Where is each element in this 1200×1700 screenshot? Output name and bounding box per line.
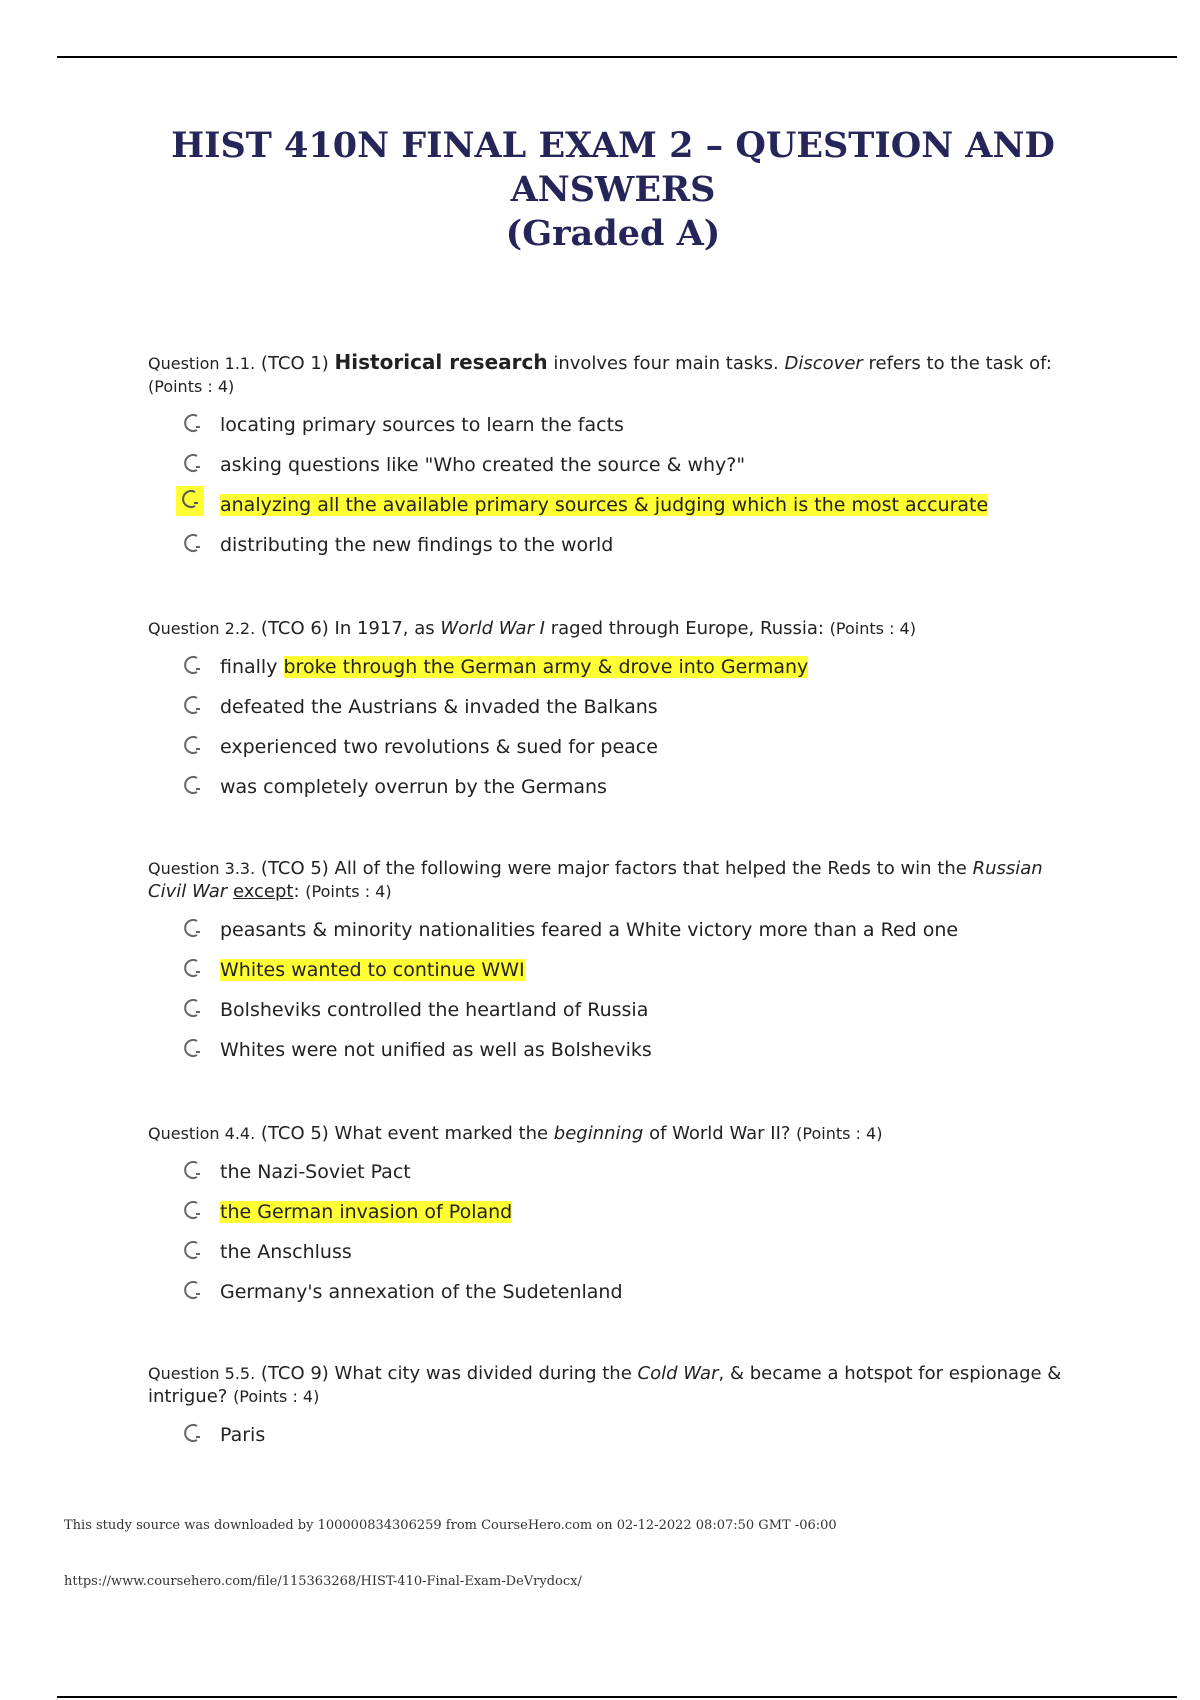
source-url[interactable]: https://www.coursehero.com/file/115363268/HIST-410-Final-Exam-DeVrydocx/ <box>64 1574 582 1589</box>
question-text-part: (TCO 1) <box>260 353 335 374</box>
answer-label <box>220 734 658 760</box>
answer-text: the Nazi-Soviet Pact <box>220 1161 411 1183</box>
answer-option[interactable] <box>148 410 1068 450</box>
answer-label <box>220 1239 352 1265</box>
answer-label <box>220 1279 623 1305</box>
question-5 <box>148 1362 1068 1460</box>
question-number: Question 1.1. <box>148 354 256 373</box>
answer-option[interactable] <box>148 692 1068 732</box>
answer-option[interactable] <box>148 1157 1068 1197</box>
answer-text: Whites were not unified as well as Bolsheviks <box>220 1039 652 1061</box>
title-line-1: HIST 410N FINAL EXAM 2 – QUESTION AND ANSWERS <box>171 125 1055 210</box>
question-number: Question 5.5. <box>148 1364 256 1383</box>
answer-text: Germany's annexation of the Sudetenland <box>220 1281 623 1303</box>
question-text-part: raged through Europe, Russia: <box>545 618 830 639</box>
radio-icon-selected[interactable] <box>176 486 204 516</box>
answer-options <box>148 1157 1068 1317</box>
answer-text: defeated the Austrians & invaded the Balkans <box>220 696 658 718</box>
answer-label <box>220 997 648 1023</box>
answer-label <box>220 1037 652 1063</box>
answer-label <box>220 532 613 558</box>
radio-icon[interactable] <box>178 1035 202 1059</box>
question-text-part: , & became a hotspot for espionage & intrigue? <box>148 1363 1062 1407</box>
question-text-part: (TCO 6) In 1917, as <box>260 618 441 639</box>
answer-label <box>220 654 808 680</box>
answer-option[interactable] <box>148 915 1068 955</box>
answer-label <box>220 1422 265 1448</box>
question-4 <box>148 1122 1068 1317</box>
radio-icon[interactable] <box>178 955 202 979</box>
answer-text: the Anschluss <box>220 1241 352 1263</box>
question-1-text <box>148 351 1068 398</box>
question-text-part: : <box>293 881 306 902</box>
question-3 <box>148 857 1068 1075</box>
answer-label <box>220 774 607 800</box>
answer-option[interactable] <box>148 772 1068 812</box>
question-text-bold: Historical research <box>334 350 548 374</box>
answer-text: distributing the new findings to the world <box>220 534 614 556</box>
answer-label <box>220 957 525 983</box>
answer-text: Bolsheviks controlled the heartland of Russia <box>220 999 649 1021</box>
answer-option[interactable] <box>148 530 1068 570</box>
question-text-underlined: except <box>232 881 294 902</box>
answer-label <box>220 694 658 720</box>
radio-icon[interactable] <box>178 450 202 474</box>
radio-icon[interactable] <box>178 1157 202 1181</box>
answer-text-highlighted: broke through the German army & drove into Germany <box>283 656 809 678</box>
question-points: (Points : 4) <box>829 619 916 638</box>
radio-icon[interactable] <box>178 1237 202 1261</box>
question-2 <box>148 617 1068 812</box>
answer-options <box>148 652 1068 812</box>
question-2-text <box>148 617 1068 640</box>
answer-label <box>220 917 958 943</box>
answer-option[interactable] <box>148 1237 1068 1277</box>
question-points: (Points : 4) <box>796 1124 883 1143</box>
radio-icon[interactable] <box>178 732 202 756</box>
download-notice: This study source was downloaded by 100000834306259 from CourseHero.com on 02-12-2022 08:07:50 GMT -06:00 <box>64 1518 837 1533</box>
question-points: (Points : 4) <box>233 1387 320 1406</box>
radio-icon[interactable] <box>178 410 202 434</box>
answer-label <box>220 1159 411 1185</box>
question-3-text <box>148 857 1068 903</box>
radio-icon[interactable] <box>178 530 202 554</box>
answer-text-highlighted: Whites wanted to continue WWI <box>220 959 525 981</box>
question-5-text <box>148 1362 1068 1408</box>
question-number: Question 3.3. <box>148 859 256 878</box>
answer-label <box>220 492 988 518</box>
title-line-2: (Graded A) <box>505 213 721 254</box>
answer-option[interactable] <box>148 450 1068 490</box>
answer-text-prefix: finally <box>220 656 284 678</box>
answer-text-highlighted: analyzing all the available primary sources & judging which is the most accurate <box>220 494 989 516</box>
answer-option[interactable] <box>148 955 1068 995</box>
answer-option-selected[interactable] <box>148 490 1068 530</box>
question-text-part: involves four main tasks. <box>547 353 785 374</box>
document-title <box>80 124 1146 256</box>
radio-icon[interactable] <box>178 652 202 676</box>
answer-text: asking questions like "Who created the source & why?" <box>220 454 746 476</box>
answer-label <box>220 412 624 438</box>
radio-icon[interactable] <box>178 995 202 1019</box>
answer-option[interactable] <box>148 1277 1068 1317</box>
question-points: (Points : 4) <box>305 882 392 901</box>
answer-options <box>148 915 1068 1075</box>
question-text-italic: Russian Civil War <box>148 858 1043 902</box>
question-text-part: refers to the task of: <box>862 353 1052 374</box>
answer-text-highlighted: the German invasion of Poland <box>220 1201 513 1223</box>
question-text-part: of World War II? <box>643 1123 797 1144</box>
answer-options <box>148 410 1068 570</box>
bottom-rule <box>57 1696 1177 1698</box>
answer-option[interactable] <box>148 1035 1068 1075</box>
answer-option[interactable] <box>148 1420 1068 1460</box>
answer-text: peasants & minority nationalities feared a White victory more than a Red one <box>220 919 959 941</box>
answer-option[interactable] <box>148 652 1068 692</box>
answer-label <box>220 1199 512 1225</box>
answer-text: Paris <box>220 1424 266 1446</box>
top-rule <box>57 56 1177 58</box>
answer-option[interactable] <box>148 1197 1068 1237</box>
radio-icon[interactable] <box>178 692 202 716</box>
question-text-part: (TCO 9) What city was divided during the <box>260 1363 638 1384</box>
radio-icon[interactable] <box>178 915 202 939</box>
question-points: (Points : 4) <box>148 377 235 396</box>
answer-label <box>220 452 745 478</box>
question-4-text <box>148 1122 1068 1145</box>
question-1 <box>148 351 1068 570</box>
answer-text: locating primary sources to learn the facts <box>220 414 624 436</box>
question-number: Question 4.4. <box>148 1124 256 1143</box>
question-text-part: (TCO 5) What event marked the <box>260 1123 554 1144</box>
question-text-part: (TCO 5) All of the following were major factors that helped the Reds to win the <box>260 858 973 879</box>
question-text-italic: Cold War <box>637 1363 719 1384</box>
radio-icon[interactable] <box>178 1277 202 1301</box>
question-text-italic: Discover <box>784 353 863 374</box>
answer-options <box>148 1420 1068 1460</box>
question-text-italic: World War I <box>440 618 545 639</box>
answer-text: was completely overrun by the Germans <box>220 776 607 798</box>
question-text-italic: beginning <box>553 1123 644 1144</box>
question-number: Question 2.2. <box>148 619 256 638</box>
radio-icon[interactable] <box>178 1420 202 1444</box>
radio-icon[interactable] <box>178 772 202 796</box>
answer-option[interactable] <box>148 995 1068 1035</box>
answer-text: experienced two revolutions & sued for peace <box>220 736 658 758</box>
radio-icon[interactable] <box>178 1197 202 1221</box>
answer-option[interactable] <box>148 732 1068 772</box>
